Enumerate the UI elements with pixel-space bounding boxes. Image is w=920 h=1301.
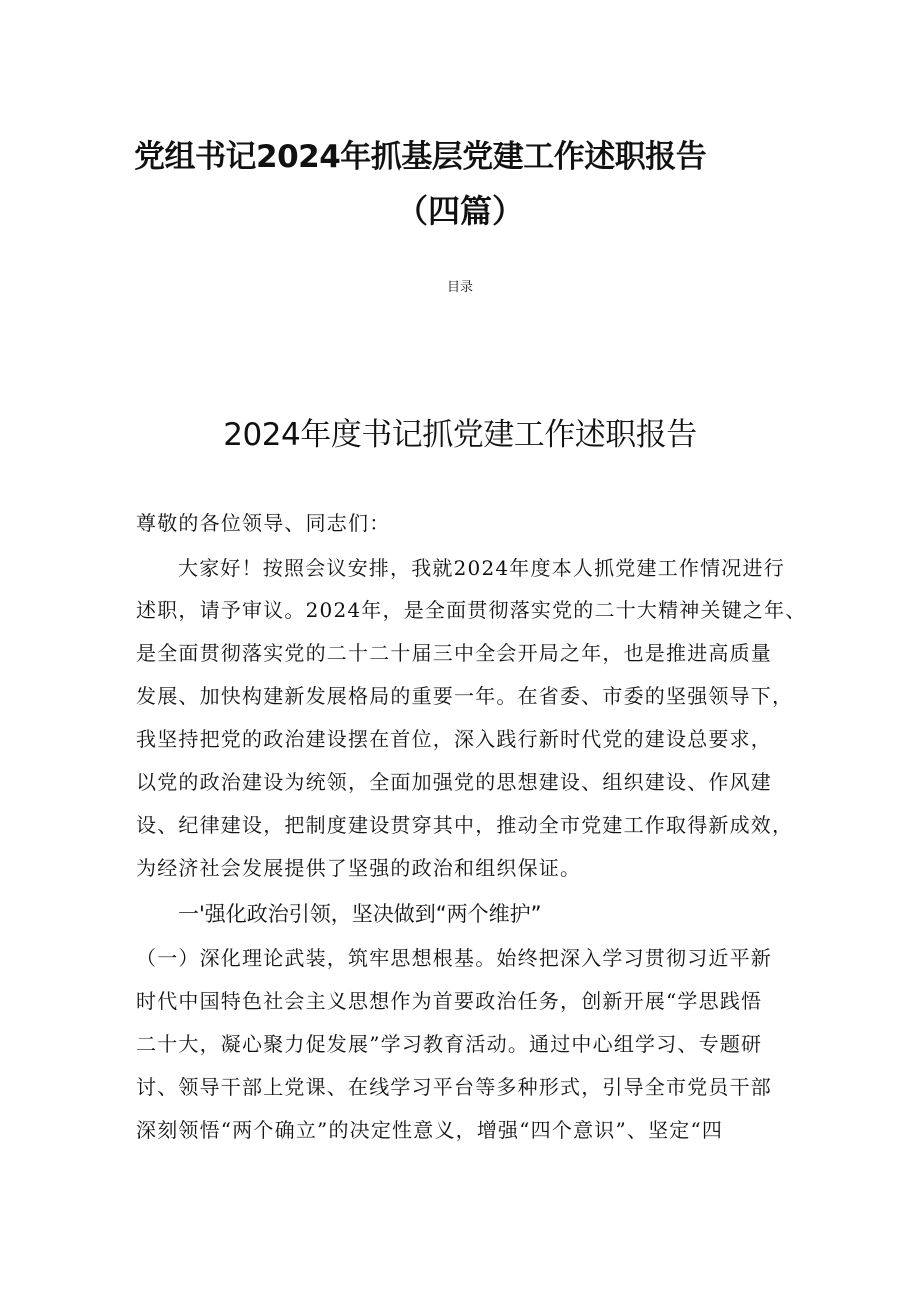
paragraph-line: （一）深化理论武装，筑牢思想根基。始终把深入学习贯彻习近平新 — [136, 946, 772, 970]
paragraph-line: 以党的政治建设为统领，全面加强党的思想建设、组织建设、作风建 — [136, 770, 772, 794]
paragraph-line: 发展、加快构建新发展格局的重要一年。在省委、市委的坚强领导下， — [136, 684, 794, 708]
report-title: 2024年度书记抓党建工作述职报告 — [223, 417, 697, 453]
paragraph-line: 二十大，凝心聚力促发展”学习教育活动。通过中心组学习、专题研 — [136, 1032, 763, 1056]
paragraph-line: 为经济社会发展提供了坚强的政治和组织保证。 — [136, 856, 582, 880]
paragraph-line: 深刻领悟“两个确立”的决定性意义，增强“四个意识”、坚定“四 — [136, 1118, 724, 1142]
paragraph-line: 大家好！按照会议安排，我就2024年度本人抓党建工作情况进行 — [178, 556, 785, 580]
document-subtitle: （四篇） — [395, 192, 524, 230]
paragraph-line: 是全面贯彻落实党的二十二十届三中全会开局之年，也是推进高质量 — [136, 641, 772, 665]
document-title: 党组书记2024年抓基层党建工作述职报告 — [134, 139, 707, 175]
section-heading: 一'强化政治引领，坚决做到“两个维护” — [178, 902, 542, 926]
paragraph-line: 述职，请予审议。2024年，是全面贯彻落实党的二十大精神关键之年、 — [136, 598, 807, 622]
greeting: 尊敬的各位领导、同志们： — [136, 511, 391, 535]
paragraph-line: 我坚持把党的政治建设摆在首位，深入践行新时代党的建设总要求， — [136, 727, 772, 751]
paragraph-line: 设、纪律建设，把制度建设贯穿其中，推动全市党建工作取得新成效， — [136, 813, 794, 837]
paragraph-line: 讨、领导干部上党课、在线学习平台等多种形式，引导全市党员干部 — [136, 1075, 772, 1099]
paragraph-line: 时代中国特色社会主义思想作为首要政治任务，创新开展“学思践悟 — [136, 989, 763, 1013]
toc-label: 目录 — [446, 280, 473, 295]
